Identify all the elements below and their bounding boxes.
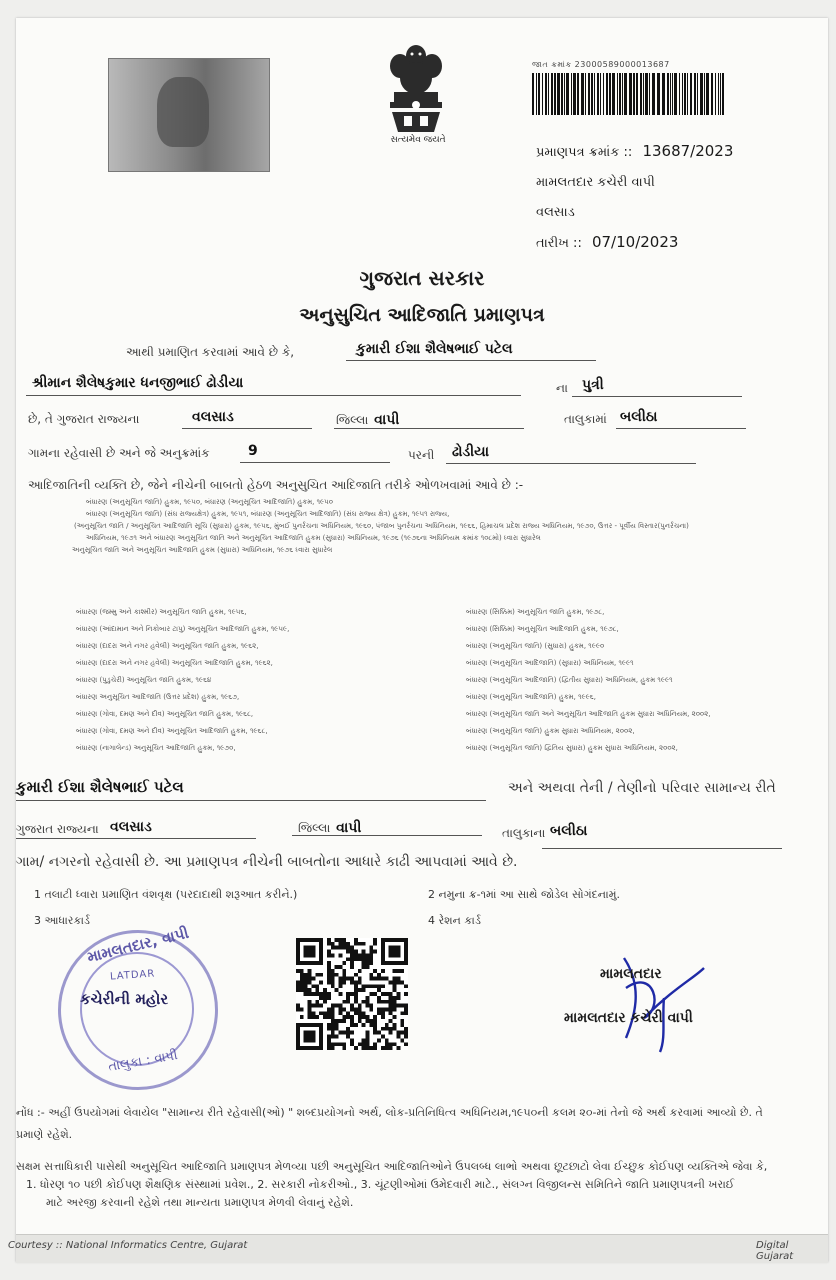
barcode-number: જાત ક્રમાંક 23000589000013687 [532, 60, 670, 69]
seal-center: કચેરીની મહોર [80, 990, 169, 1008]
order-item: બંધારણ અનુસૂચિત આદિજાતિ (ઉત્તર પ્રદેશ) હુકમ, ૧૯૬૭, [76, 693, 240, 701]
parent-name: શ્રીમાન શૈલેષકુમાર ધનજીભાઈ ઢોડીયા [32, 375, 244, 391]
para-line: બંધારણ (અનુસૂચિત જાતિ) (સંઘ રાજ્યક્ષેત્ર) હુકમ, ૧૯૫૧, બંધારણ (અનુસૂચિત આદિજાતિ) (સંઘ રાજ્ય ક્ષેત્ર) હુકમ, ૧૯૫૧ રાજ્ય, [86, 510, 450, 518]
constitution-orders-paragraph [74, 496, 689, 556]
basis-item: 4 રેશન કાર્ડ [428, 914, 481, 927]
certify-label: આથી પ્રમાણિત કરવામાં આવે છે કે, [126, 345, 295, 359]
order-item: બંધારણ (આંદામાન અને નિકોબાર ટાપુ) અનુસૂચિત આદિજાતિ હુકમ, ૧૯૫૯, [76, 625, 290, 633]
taluka-value: વાપી [374, 412, 400, 428]
issue-date-label: તારીખ :: [536, 236, 582, 251]
certificate-number-label: પ્રમાણપત્ર ક્રમાંક :: [536, 145, 633, 160]
qr-code [296, 938, 408, 1050]
applicant-photo [108, 58, 270, 172]
state-label: છે, તે ગુજરાત રાજ્યના [28, 412, 140, 426]
note-3b: માટે અરજી કરવાની રહેશે તથા માન્યતા પ્રમાણપત્ર મેળવી લેવાનું રહેશે. [46, 1196, 354, 1209]
order-item: બંધારણ (સિક્કિમ) અનુસૂચિત જાતિ હુકમ, ૧૯૭૮, [466, 608, 605, 616]
issue-date: 07/10/2023 [591, 233, 679, 251]
officer-office: મામલતદાર કચેરી વાપી [564, 1010, 693, 1026]
order-item: બંધારણ (અનુસૂચિત આદિજાતિ) (સુધારા) અધિનિયમ, ૧૯૯૧ [466, 659, 634, 667]
na-label: ના [556, 381, 568, 395]
order-item: બંધારણ (અનુસૂચિત જાતિ) દ્વિતિય સુધારા) હુકમ સુધારા અધિનિયમ, ૨૦૦૨, [466, 744, 678, 752]
resident-label: ગામના રહેવાસી છે અને જે અનુક્રમાંક [28, 446, 210, 460]
government-title: ગુજરાત સરકાર [359, 266, 485, 290]
para-line: અનુસૂચિત જાતિ અને અનુસૂચિત આદિજાતિ હુકમ (સુધારા) અધિનિયમ, ૧૯૭૬ ધ્વારા સુધારેલ [72, 546, 333, 554]
emblem-caption: સત્યમેવ જયતે [390, 135, 446, 145]
applicant-name: કુમારી ઈશા શૈલેષભાઈ પટેલ [356, 341, 513, 357]
district-value: વલસાડ [192, 409, 234, 425]
order-item: બંધારણ (અનુસૂચિત જાતિ અને અનુસૂચિત આદિજાતિ હુકમ સુધારા અધિનિયમ, ૨૦૦૨, [466, 710, 711, 718]
order-item: બંધારણ (દાદરા અને નગર હવેલી) અનુસૂચિત આદિજાતિ હુકમ, ૧૯૬૨, [76, 659, 273, 667]
order-item: બંધારણ (દાદરા અને નગર હવેલી) અનુસૂચિત જાતિ હુકમ, ૧૯૬૨, [76, 642, 259, 650]
basis-item: 2 નમુના ક્ર-૧માં આ સાથે જોડેલ સોગંદનામું. [428, 888, 620, 901]
seal-latdar: LATDAR [109, 968, 156, 983]
officer-signature [604, 948, 714, 1058]
village-value: બલીઠા [620, 409, 658, 425]
order-item: બંધારણ (જમ્મુ અને કાશ્મીર) અનુસૂચિત જાતિ હુકમ, ૧૯૫૬, [76, 608, 247, 616]
orders-list-right [466, 604, 710, 757]
district-value-2: વલસાડ [110, 819, 152, 835]
order-item: બંધારણ (ગોવા, દમણ અને દીવ) અનુસૂચિત આદિજાતિ હુકમ, ૧૯૬૮, [76, 727, 268, 735]
district-label: જિલ્લા વાપી [336, 412, 400, 428]
officer-title: મામલતદાર [600, 966, 662, 982]
tribe-name: ઢોડીયા [452, 444, 490, 460]
footer-courtesy: Courtesy :: National Informatics Centre, Gujarat [8, 1240, 248, 1251]
certificate-number: 13687/2023 [642, 142, 734, 160]
basis-sentence: ગામ/ નગરનો રહેવાસી છે. આ પ્રમાણપત્ર નીચેની બાબતોના આધારે કાઢી આપવામાં આવે છે. [16, 854, 518, 870]
order-item: બંધારણ (અનુસૂચિત આદિજાતિ) (દ્વિતીય સુધારા) અધિનિયમ, હુકમ ૧૯૯૧ [466, 676, 673, 684]
note-1b: પ્રમાણે રહેશે. [16, 1128, 73, 1141]
order-item: બંધારણ (નાગાલેન્ડ) અનુસૂચિત આદિજાતિ હુકમ, ૧૯૭૦, [76, 744, 236, 752]
basis-item: 3 આધારકાર્ડ [34, 914, 90, 927]
para-line: બંધારણ (અનુસૂચિત જાતિ) હુકમ, ૧૯૫૦, બંધારણ (અનુસૂચિત આદિજાતિ) હુકમ, ૧૯૫૦ [86, 498, 333, 506]
taluka-value-2: વાપી [336, 820, 362, 836]
order-item: બંધારણ (અનુસૂચિત જાતિ) હુકમ સુધારા અધિનિયમ, ૨૦૦૨, [466, 727, 635, 735]
certificate-title: અનુસુચિત આદિજાતિ પ્રમાણપત્ર [299, 304, 545, 326]
footer-brand: Digital Gujarat [756, 1240, 794, 1262]
upar-label: પરની [408, 448, 435, 462]
order-item: બંધારણ (અનુસૂચિત જાતિ) (સુધારા) હુકમ, ૧૯૯૦ [466, 642, 605, 650]
order-item: બંધારણ (પુડુચેરી) અનુસૂચિત જાતિ હુકમ, ૧૯૬૪ [76, 676, 212, 684]
seal-ring-top: મામલતદાર, વાપી [85, 923, 191, 967]
tribe-sentence: આદિજાતિની વ્યક્તિ છે, જેને નીચેની બાબતો હેઠળ અનુસુચિત આદિજાતિ તરીકે ઓળખવામાં આવે છે :- [28, 478, 524, 492]
national-emblem-icon [376, 40, 456, 150]
serial-number: 9 [248, 443, 258, 459]
note-2: સક્ષમ સત્તાધિકારી પાસેથી અનુસૂચિત આદિજાતિ પ્રમાણપત્ર મેળવ્યા પછી અનુસૂચિત આદિજાતિઓને ઉપલબ્ધ લાભો અથવા છૂટછાટો લેવા ઈચ્છુક કોઈપણ વ્યક્તિએ જેવા કે, [16, 1160, 768, 1173]
village-value-2: બલીઠા [550, 823, 588, 839]
barcode [532, 73, 727, 115]
district-label-2: જિલ્લા વાપી [298, 820, 362, 836]
para-line: અધિનિયમ, ૧૯૭૧ અને બંધારણ અનુસૂચિત જાતિ અને અનુસૂચિત આદિજાતિ હુકમ (સુધારા) અધિનિયમ, ૧૯૭૬ (૧૯૭૬ના અધિનિયમ ક્રમાંક ૧૦૮મો) ધ્વારા સુધારેલ [86, 534, 541, 542]
issue-date-row [536, 233, 678, 251]
family-label: અને અથવા તેની / તેણીનો પરિવાર સામાન્ય રીતે [508, 780, 776, 796]
certificate-number-row [536, 142, 733, 160]
order-item: બંધારણ (ગોવા, દમણ અને દીવ) અનુસૂચિત જાતિ હુકમ, ૧૯૬૮, [76, 710, 254, 718]
order-item: બંધારણ (અનુસૂચિત આદિજાતિ) હુકમ, ૧૯૯૬, [466, 693, 596, 701]
taluka-label-2: તાલુકાના [502, 826, 546, 840]
note-3: 1. ધોરણ ૧૦ પછી કોઈપણ શૈક્ષણિક સંસ્થામાં પ્રવેશ., 2. સરકારી નોકરીઓ., 3. ચૂંટણીઓમાં ઉમેદવારી માટે., સંલગ્ન વિજીલન્સ સમિતિને જાતિ પ્રમાણપત્રની ખરાઈ [26, 1178, 735, 1191]
certificate-sheet [8, 18, 828, 1262]
state-label-2: ગુજરાત રાજ્યના [16, 822, 99, 836]
seal-ring-bottom: તાલુકા : વાપી [107, 1048, 179, 1075]
basis-item: 1 તલાટી ધ્વારા પ્રમાણિત વંશવૃક્ષ (પરદાદાથી શરૂઆત કરીને.) [34, 888, 298, 901]
para-line: (અનુસૂચિત જાતિ / અનુસૂચિત આદિજાતિ સૂચિ (સુધારા) હુકમ, ૧૯૫૬, મુંબઈ પુનર્રચના અધિનિયમ, ૧૯૬૦, પંજાબ પુનર્રચના અધિનિયમ, ૧૯૬૬, હિમાચલ પ્રદેશ રાજ્ય અધિનિયમ, ૧૯૭૦, ઉત્તર - પૂર્વીય વિસ્તાર(પુનર્રચના) [74, 522, 689, 530]
taluka-label: તાલુકામાં [564, 412, 607, 426]
relation: પુત્રી [582, 377, 604, 393]
issuing-office: મામલતદાર કચેરી વાપી [536, 175, 655, 190]
note-1: નોંધ :- અહીં ઉપયોગમાં લેવાયેલ "સામાન્ય રીતે રહેવાસી(ઓ) " શબ્દપ્રયોગનો અર્થ, લોક-પ્રતિનિધિત્વ અધિનિયમ,૧૯૫૦ની કલમ ૨૦-માં તેનો જે અર્થ કરવામાં આવ્યો છે. તે [16, 1106, 763, 1119]
order-item: બંધારણ (સિક્કિમ) અનુસૂચિત આદિજાતિ હુકમ, ૧૯૭૮, [466, 625, 619, 633]
issuing-district: વલસાડ [536, 205, 575, 220]
applicant-name-repeat: કુમારી ઈશા શૈલેષભાઈ પટેલ [16, 778, 184, 796]
orders-list-left [76, 604, 289, 757]
